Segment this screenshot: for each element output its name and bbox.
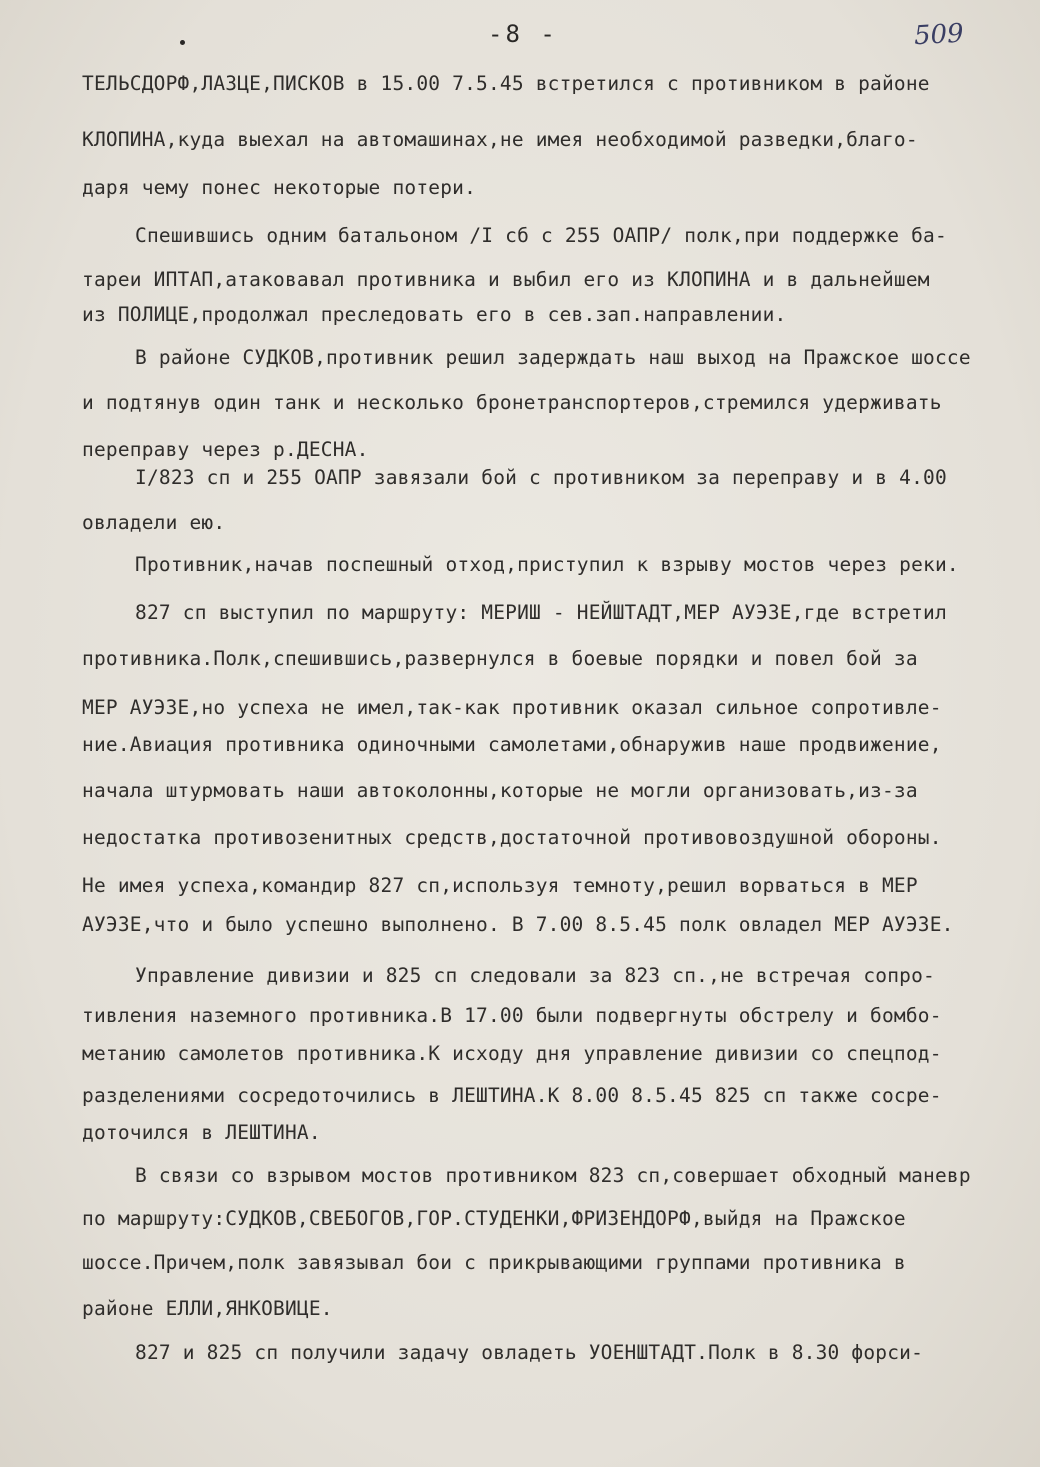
text-line: разделениями сосредоточились в ЛЕШТИНА.К 8.00 8.5.45 825 сп также сосре-	[82, 1084, 942, 1107]
text-line: тивления наземного противника.В 17.00 были подвергнуты обстрелу и бомбо-	[82, 1004, 942, 1027]
text-line: 827 и 825 сп получили задачу овладеть УОЕНШТАДТ.Полк в 8.30 форси-	[135, 1341, 924, 1364]
handwritten-folio-number: 509	[913, 18, 965, 52]
text-line: КЛОПИНА,куда выехал на автомашинах,не имея необходимой разведки,благо-	[82, 128, 918, 151]
text-line: Не имея успеха,командир 827 сп,используя темноту,решил ворваться в МЕР	[82, 874, 918, 897]
text-line: недостатка противозенитных средств,достаточной противовоздушной обороны.	[82, 826, 942, 849]
text-line: противника.Полк,спешившись,развернулся в боевые порядки и повел бой за	[82, 647, 918, 670]
page-header	[0, 18, 1040, 58]
text-line: Противник,начав поспешный отход,приступил к взрыву мостов через реки.	[135, 553, 959, 576]
text-line: 827 сп выступил по маршруту: МЕРИШ - НЕЙШТАДТ,МЕР АУЭЗЕ,где встретил	[135, 601, 947, 624]
text-line: ние.Авиация противника одиночными самолетами,обнаружив наше продвижение,	[82, 733, 942, 756]
text-line: районе ЕЛЛИ,ЯНКОВИЦЕ.	[82, 1297, 333, 1320]
text-line: ТЕЛЬСДОРФ,ЛАЗЦЕ,ПИСКОВ в 15.00 7.5.45 встретился с противником в районе	[82, 72, 930, 95]
text-line: Управление дивизии и 825 сп следовали за 823 сп.,не встречая сопро-	[135, 964, 935, 987]
text-line: начала штурмовать наши автоколонны,которые не могли организовать,из-за	[82, 779, 918, 802]
text-line: переправу через р.ДЕСНА.	[82, 438, 369, 461]
text-line: АУЭЗЕ,что и было успешно выполнено. В 7.00 8.5.45 полк овладел МЕР АУЭЗЕ.	[82, 913, 954, 936]
text-line: тареи ИПТАП,атаковавал противника и выбил его из КЛОПИНА и в дальнейшем	[82, 268, 930, 291]
text-line: I/823 сп и 255 ОАПР завязали бой с противником за переправу и в 4.00	[135, 466, 947, 489]
text-line: доточился в ЛЕШТИНА.	[82, 1121, 321, 1144]
text-line: и подтянув один танк и несколько бронетранспортеров,стремился удерживать	[82, 391, 942, 414]
text-line: В связи со взрывом мостов противником 823 сп,совершает обходный маневр	[135, 1164, 971, 1187]
text-line: Спешившись одним батальоном /I сб с 255 ОАПР/ полк,при поддержке ба-	[135, 224, 947, 247]
text-line: овладели ею.	[82, 511, 226, 534]
text-line: метанию самолетов противника.К исходу дня управление дивизии со спецпод-	[82, 1042, 942, 1065]
text-line: по маршруту:СУДКОВ,СВЕБОГОВ,ГОР.СТУДЕНКИ,ФРИЗЕНДОРФ,выйдя на Пражское	[82, 1207, 906, 1230]
margin-dot	[180, 40, 185, 45]
text-line: В районе СУДКОВ,противник решил задерждать наш выход на Пражское шоссе	[135, 346, 971, 369]
text-line: из ПОЛИЦЕ,продолжал преследовать его в сев.зап.направлении.	[82, 303, 787, 326]
text-line: шоссе.Причем,полк завязывал бои с прикрывающими группами противника в	[82, 1251, 906, 1274]
page-number: -8 -	[488, 20, 558, 48]
text-line: МЕР АУЭЗЕ,но успеха не имел,так-как противник оказал сильное сопротивле-	[82, 696, 942, 719]
text-line: даря чему понес некоторые потери.	[82, 176, 477, 199]
